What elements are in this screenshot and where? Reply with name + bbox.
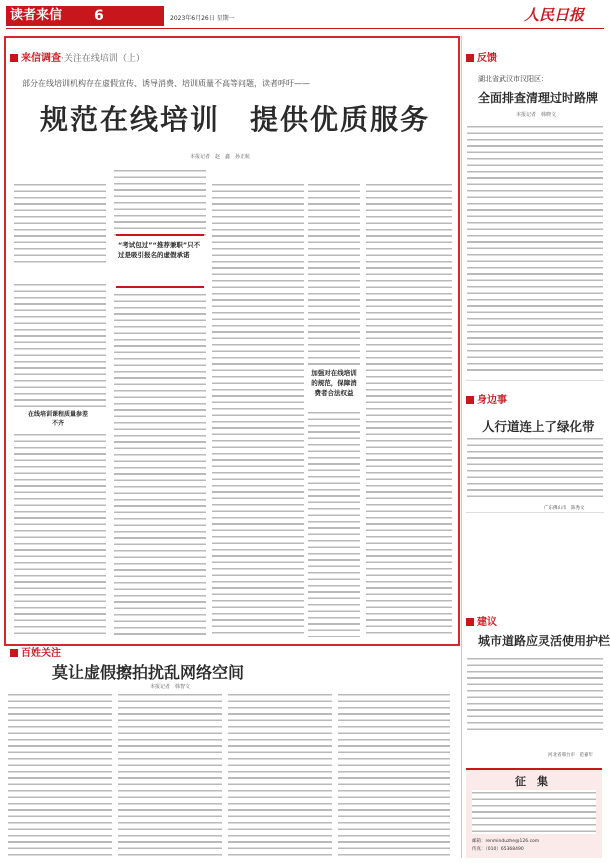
bottom-body-col1 [8, 692, 112, 857]
lead-body-col2a [114, 168, 206, 238]
section-title: 读者来信 [10, 8, 63, 23]
notice-title: 征 集 [515, 775, 548, 788]
lead-body-col3 [212, 182, 304, 637]
lead-body-col1 [14, 282, 106, 407]
advice-body [467, 656, 603, 734]
advice-column-label: 建议 [466, 617, 497, 629]
column-square-icon [466, 54, 474, 62]
nearby-byline: 广东佛山市 陈秀文 [544, 506, 585, 511]
pull-quote-1: “考试包过”“推荐兼职”只不过是吸引报名的虚假承诺 [118, 241, 201, 259]
lead-body-col4b [308, 410, 360, 637]
nearby-body [467, 436, 603, 502]
lead-subtitle: 部分在线培训机构存在虚假宣传、诱导消费、培训质量不高等问题，读者呼吁—— [22, 79, 310, 88]
feedback-headline: 全面排查清理过时路牌 [478, 91, 599, 105]
feedback-kicker: 湖北省武汉市汉阳区： [478, 75, 548, 83]
pull-quote-2: 在线培训课程质量参差不齐 [28, 411, 89, 427]
editor-note [14, 182, 106, 264]
newspaper-logo: 人民日报 [524, 6, 585, 24]
bottom-body-col2 [118, 692, 222, 857]
nearby-column-label: 身边事 [466, 395, 507, 407]
right-column-divider [461, 36, 462, 858]
column-square-icon [466, 396, 474, 404]
lead-body-col2b [114, 292, 206, 637]
lead-column-label: 来信调查·关注在线培训（上） [10, 53, 145, 65]
feedback-byline: 本报记者 韩晓文 [516, 112, 557, 118]
pull-quote-3: 加强对在线培训的规范，保障消费者合法权益 [311, 369, 357, 397]
notice-body [472, 790, 596, 834]
issue-date: 2023年6月26日 星期一 [170, 15, 235, 22]
feedback-column-label: 反馈 [466, 53, 497, 65]
bottom-body-col4 [338, 692, 450, 857]
bottom-body-col3 [228, 692, 332, 857]
lead-headline: 规范在线培训 提供优质服务 [40, 103, 431, 136]
column-square-icon [466, 618, 474, 626]
bottom-column-label: 百姓关注 [10, 648, 61, 660]
notice-fax: 传真：（010）65368490 [472, 847, 524, 852]
nearby-headline: 人行道连上了绿化带 [482, 419, 595, 434]
lead-body-col4a [308, 182, 360, 367]
bottom-byline: 本报记者 韩智文 [150, 684, 191, 690]
lead-byline: 本报记者 赵 鑫 孙正航 [190, 154, 251, 160]
right-divider-2 [466, 512, 604, 513]
page-number: 6 [94, 8, 104, 24]
column-square-icon [10, 649, 18, 657]
bottom-headline: 莫让虚假擦拍扰乱网络空间 [52, 663, 245, 682]
feedback-body [467, 124, 603, 374]
lead-body-col1b [14, 432, 106, 637]
masthead-rule [6, 28, 604, 29]
notice-email[interactable]: 邮箱：renminduzhe@126.com [472, 839, 540, 844]
advice-byline: 河北省邢台市 范嘉年 [548, 753, 593, 758]
lead-body-col5 [366, 182, 452, 637]
right-divider-1 [466, 380, 604, 381]
advice-headline: 城市道路应灵活使用护栏 [478, 634, 610, 648]
column-square-icon [10, 54, 18, 62]
